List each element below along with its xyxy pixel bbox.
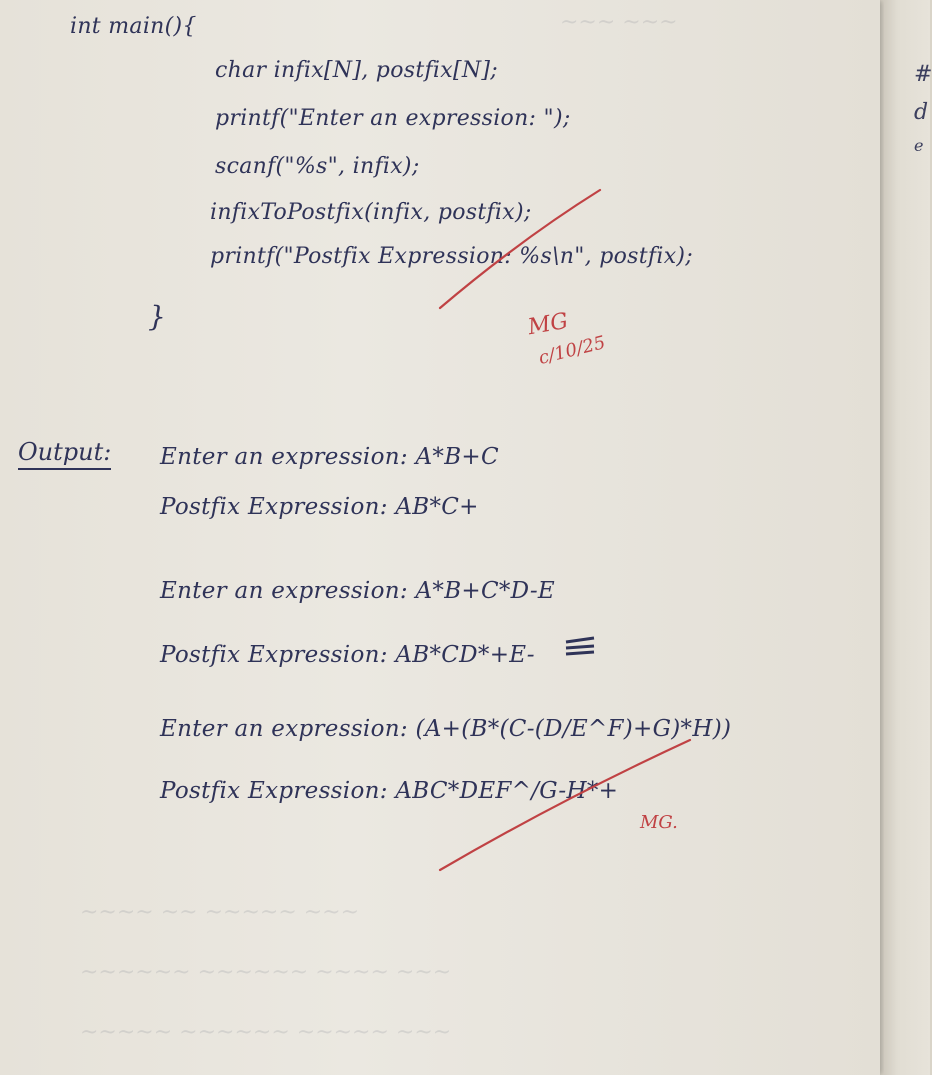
red-check-stroke [440,740,690,870]
bleed-through-text: ~~~~~~ ~~~~~~ ~~~~ ~~~ [80,960,452,985]
teacher-initials: MG [526,308,570,341]
scribble-out-mark [566,638,594,654]
code-line: printf("Postfix Expression: %s\n", postfix); [210,244,693,269]
adjacent-page-glyph: # [914,62,932,87]
output-line: Postfix Expression: AB*CD*+E- [160,642,535,668]
output-line: Postfix Expression: ABC*DEF^/G-H*+ [160,778,619,804]
teacher-initials: MG. [640,812,678,833]
code-line: printf("Enter an expression: "); [215,106,571,131]
bleed-through-text: ~~~ ~~~ [560,10,678,35]
code-line: char infix[N], postfix[N]; [215,58,498,83]
output-line: Enter an expression: A*B+C [160,444,499,470]
adjacent-page-glyph: e [914,136,924,155]
output-label: Output: [18,438,111,470]
output-line: Postfix Expression: AB*C+ [160,494,479,520]
adjacent-page-glyph: d [914,100,929,125]
adjacent-page-edge [884,0,930,1075]
bleed-through-text: ~~~~~ ~~~~~~ ~~~~~ ~~~ [80,1020,452,1045]
code-line: infixToPostfix(infix, postfix); [210,200,532,225]
red-check-stroke [440,190,600,308]
output-line: Enter an expression: (A+(B*(C-(D/E^F)+G)*H)) [160,716,732,742]
output-line: Enter an expression: A*B+C*D-E [160,578,556,604]
code-line: scanf("%s", infix); [215,154,420,179]
teacher-date: c/10/25 [536,332,608,369]
code-header: int main(){ [70,14,197,39]
code-closing-brace: } [148,300,167,333]
bleed-through-text: ~~~~ ~~ ~~~~~ ~~~ [80,900,360,925]
